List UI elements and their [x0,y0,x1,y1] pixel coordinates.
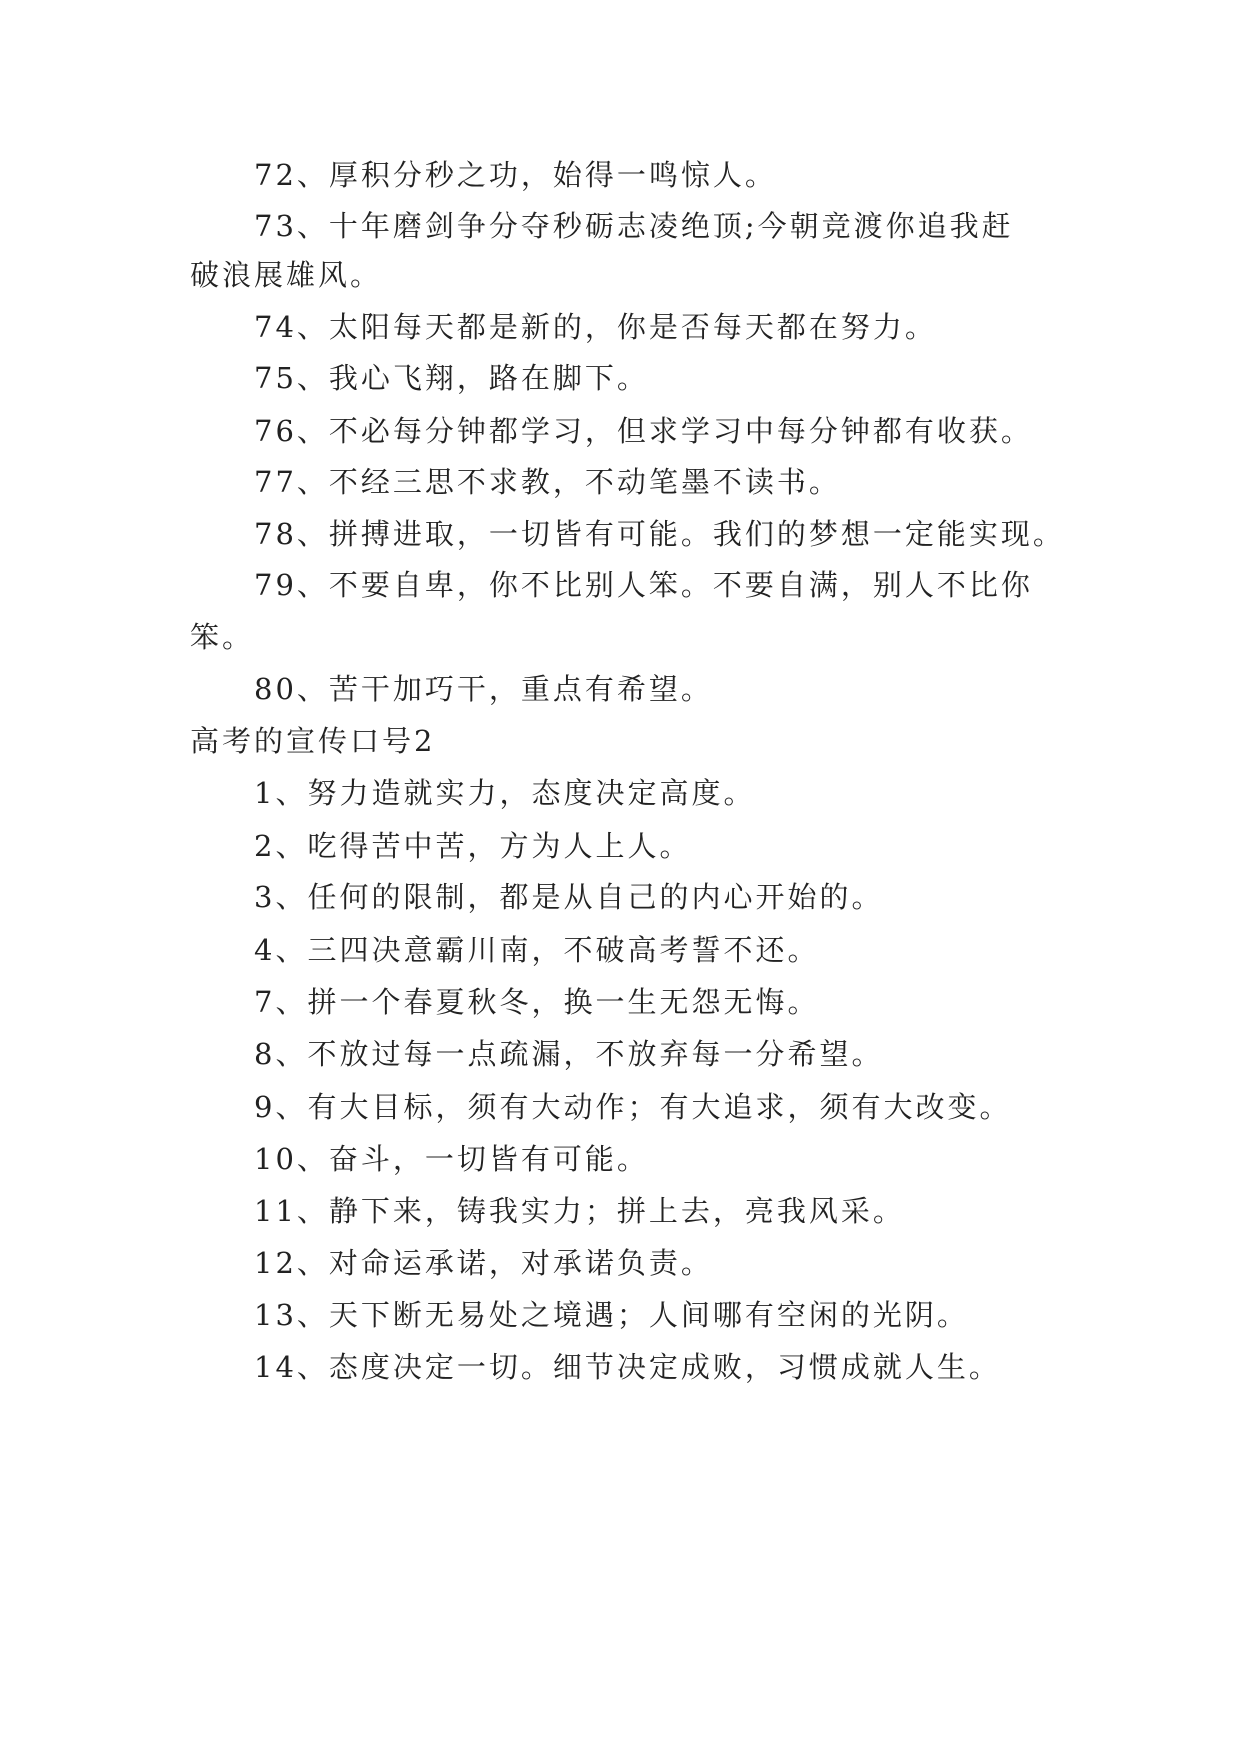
slogan-8: 8、不放过每一点疏漏，不放弃每一分希望。 [254,1037,884,1071]
slogan-14: 14、态度决定一切。细节决定成败，习惯成就人生。 [254,1350,1001,1384]
slogan-76: 76、不必每分钟都学习，但求学习中每分钟都有收获。 [254,414,1033,448]
slogan-75: 75、我心飞翔，路在脚下。 [254,361,649,395]
slogan-13: 13、天下断无易处之境遇；人间哪有空闲的光阴。 [254,1298,969,1332]
slogan-10: 10、奋斗，一切皆有可能。 [254,1142,649,1176]
slogan-79-continuation: 笨。 [190,620,255,654]
slogan-77: 77、不经三思不求教，不动笔墨不读书。 [254,465,841,499]
slogan-2: 2、吃得苦中苦，方为人上人。 [254,829,692,863]
slogan-73: 73、十年磨剑争分夺秒砺志凌绝顶;今朝竞渡你追我赶 [254,209,1014,243]
slogan-11: 11、静下来，铸我实力；拼上去，亮我风采。 [254,1194,905,1228]
slogan-1: 1、努力造就实力，态度决定高度。 [254,776,756,810]
slogan-78: 78、拼搏进取，一切皆有可能。我们的梦想一定能实现。 [254,517,1065,551]
slogan-9: 9、有大目标，须有大动作；有大追求，须有大改变。 [254,1090,1012,1124]
slogan-72: 72、厚积分秒之功，始得一鸣惊人。 [254,158,777,192]
slogan-12: 12、对命运承诺，对承诺负责。 [254,1246,713,1280]
slogan-3: 3、任何的限制，都是从自己的内心开始的。 [254,880,884,914]
slogan-4: 4、三四决意霸川南，不破高考誓不还。 [254,933,820,967]
slogan-73-continuation: 破浪展雄风。 [190,258,383,292]
slogan-74: 74、太阳每天都是新的，你是否每天都在努力。 [254,310,937,344]
slogan-7: 7、拼一个春夏秋冬，换一生无怨无悔。 [254,985,820,1019]
section-heading: 高考的宣传口号2 [190,724,436,758]
slogan-79: 79、不要自卑，你不比别人笨。不要自满，别人不比你 [254,568,1033,602]
slogan-80: 80、苦干加巧干，重点有希望。 [254,672,713,706]
